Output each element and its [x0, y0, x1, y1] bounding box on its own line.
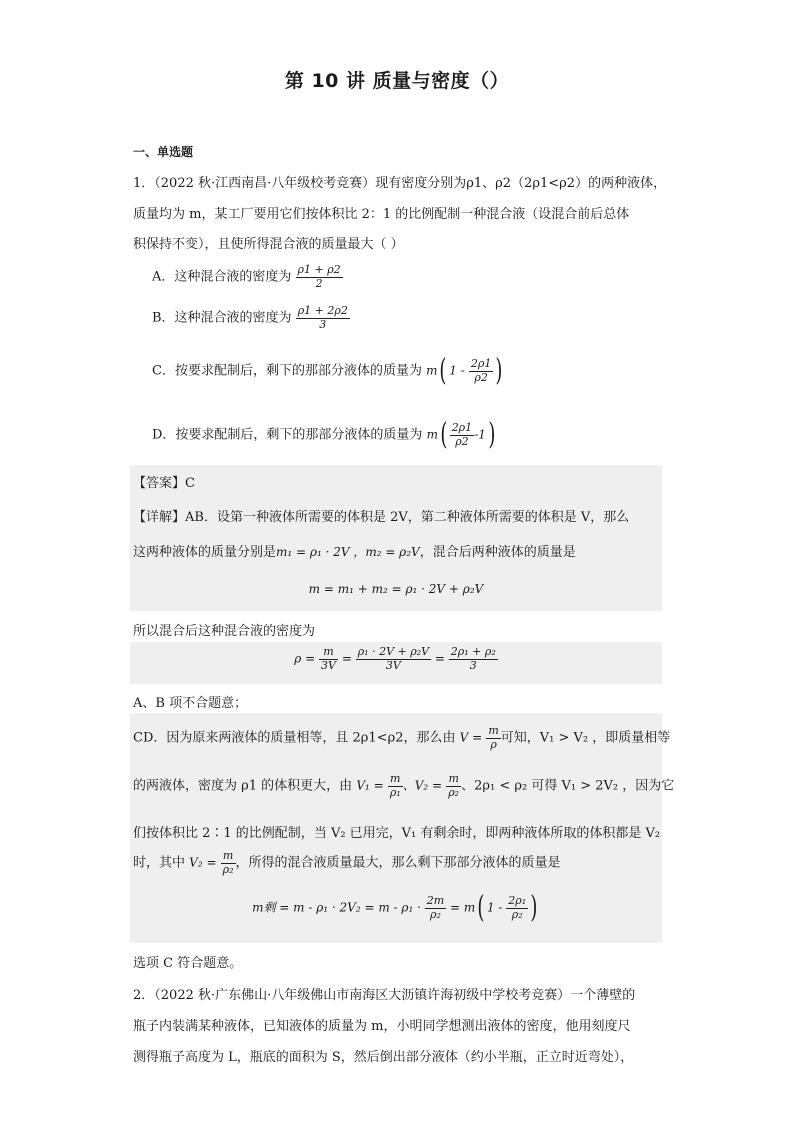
eq2-frac-2-den: 3V — [385, 658, 401, 672]
cd-line-4-text: 时，其中 — [133, 855, 186, 871]
eq2-frac-1 — [319, 646, 338, 672]
question-1-line-2: 质量均为 m，某工厂要用它们按体积比 2：1 的比例配制一种混合液（设混合前后总体 — [133, 207, 630, 222]
cd-line-1-num: m — [488, 724, 499, 737]
cd-line-4-tail: ，所得的混合液质量最大，那么剩下那部分液体的质量是 — [235, 855, 561, 871]
option-c-denominator: ρ2 — [474, 370, 488, 384]
option-d-inner: -1 — [474, 427, 486, 442]
eq3-prefix: m剩 = m - ρ₁ · 2V₂ = m - ρ₁ · — [252, 900, 421, 915]
option-a-denominator: 2 — [315, 276, 323, 290]
eq3-frac-1 — [425, 895, 446, 921]
cd-line-4 — [133, 850, 561, 876]
cd-line-2-frac-2-den: ρ₂ — [448, 785, 460, 799]
page-title: 第 10 讲 质量与密度（） — [284, 70, 510, 92]
cd-line-3: 们按体积比 2∶1 的比例配制，当 V₂ 已用完，V₁ 有剩余时，即两种液体所取的体积都是 V₂ — [133, 826, 661, 841]
eq2-frac-1-den: 3V — [321, 658, 336, 672]
option-a — [152, 264, 343, 290]
equation-density — [130, 646, 662, 672]
equation-remaining-mass — [130, 890, 662, 925]
equation-mass-total: m = m₁ + m₂ = ρ₁ · 2V + ρ₂V — [308, 582, 484, 596]
eq3-frac-2-num: 2ρ₁ — [508, 893, 527, 907]
cd-line-1-frac — [486, 725, 500, 751]
cd-line-2-text: 的两液体，密度为 ρ1 的体积更大，由 — [133, 778, 353, 794]
option-c-numerator: 2ρ1 — [470, 356, 492, 370]
question-2-line-3: 测得瓶子高度为 L，瓶底的面积为 S，然后倒出部分液体（约小半瓶，正立时近弯处）， — [133, 1050, 634, 1065]
eq3-inner: 1 - — [486, 900, 503, 915]
cd-line-4-num: m — [221, 850, 236, 864]
cd-line-2-frac-2 — [446, 773, 461, 799]
option-c-label: C．按要求配制后，剩下的那部分液体的质量为 — [152, 363, 422, 379]
option-b-label: B．这种混合液的密度为 — [152, 310, 292, 326]
detail-line-1: 【详解】AB．设第一种液体所需要的体积是 2V，第二种液体所需要的体积是 V，那么 — [133, 510, 630, 525]
answer: 【答案】C — [133, 476, 195, 491]
question-1-line-3: 积保持不变），且使所得混合液的质量最大（ ） — [133, 237, 404, 252]
option-b — [152, 305, 350, 331]
detail-line-4: A、B 项不合题意； — [133, 696, 248, 711]
question-2-line-1: 2．（2022 秋·广东佛山·八年级佛山市南海区大沥镇许海初级中学校考竞赛）一个薄壁的 — [133, 988, 636, 1003]
eq2-frac-3-den: 3 — [469, 658, 477, 672]
eq2-frac-1-num: m — [319, 646, 338, 660]
eq3-frac-1-den: ρ₂ — [429, 907, 441, 921]
eq3-frac-2-den: ρ₂ — [511, 907, 523, 921]
option-d-numerator: 2ρ1 — [451, 420, 473, 434]
cd-line-4-den: ρ₂ — [222, 862, 234, 876]
eq2-frac-2 — [356, 646, 431, 672]
cd-line-2-frac-2-num: m — [446, 773, 461, 787]
cd-line-2-tail: 、2ρ₁ < ρ₂ 可得 V₁ > 2V₂ ，因为它 — [461, 778, 675, 794]
cd-line-2-frac-1-den: ρ₁ — [389, 785, 401, 799]
option-b-fraction — [296, 305, 350, 331]
option-d — [152, 417, 498, 452]
option-b-numerator: ρ1 + 2ρ2 — [297, 304, 348, 317]
cd-line-1-lhs: V = — [459, 730, 483, 745]
section-heading: 一、单选题 — [133, 145, 194, 159]
detail-line-2 — [133, 541, 576, 560]
option-c-m: m — [426, 363, 438, 378]
detail-line-2-tail: ，混合后两种液体的质量是 — [419, 545, 576, 560]
question-2-line-2: 瓶子内装满某种液体，已知液体的质量为 m，小明同学想测出液体的密度，他用刻度尺 — [133, 1019, 631, 1034]
option-d-right-paren: ) — [488, 417, 496, 452]
option-d-denominator: ρ2 — [455, 434, 469, 448]
option-b-denominator: 3 — [319, 317, 327, 331]
cd-line-1-text: CD．因为原来两液体的质量相等，且 2ρ1<ρ2，那么由 — [133, 730, 456, 746]
eq3-frac-1-num: 2m — [426, 893, 445, 907]
cd-line-4-v2: V₂ = — [189, 855, 217, 870]
option-d-m: m — [426, 427, 438, 442]
option-a-fraction — [296, 264, 343, 290]
cd-line-1 — [133, 725, 670, 751]
option-c-fraction — [469, 358, 493, 384]
cd-line-2-frac-1 — [388, 773, 403, 799]
option-d-label: D．按要求配制后，剩下的那部分液体的质量为 — [152, 427, 423, 443]
eq3-frac-2 — [506, 895, 528, 921]
option-c-left-paren: ( — [439, 353, 447, 388]
option-a-numerator: ρ1 + ρ2 — [297, 263, 341, 276]
eq2-frac-3 — [449, 646, 498, 672]
option-d-left-paren: ( — [440, 417, 448, 452]
eq2-frac-2-num: ρ₁ · 2V + ρ₂V — [357, 645, 430, 658]
cd-line-2-v2: 、V₂ = — [402, 778, 443, 793]
conclusion: 选项 C 符合题意。 — [133, 956, 243, 971]
option-c-inner: 1 - — [449, 363, 465, 378]
eq3-right-paren: ) — [530, 890, 538, 925]
eq2-lhs: ρ = — [294, 651, 316, 666]
detail-line-3: 所以混合后这种混合液的密度为 — [133, 624, 316, 639]
option-a-label: A．这种混合液的密度为 — [152, 269, 292, 285]
cd-line-1-den: ρ — [490, 737, 497, 751]
cd-line-4-frac — [221, 850, 236, 876]
detail-line-2-math: m₁ = ρ₁ · 2V ，m₂ = ρ₂V — [276, 545, 420, 559]
eq3-mid: = m — [449, 900, 476, 915]
option-c — [152, 353, 505, 388]
cd-line-2 — [133, 773, 674, 799]
detail-line-2-text: 这两种液体的质量分别是 — [133, 545, 277, 560]
option-c-right-paren: ) — [495, 353, 503, 388]
cd-line-2-frac-1-num: m — [388, 773, 403, 787]
eq3-left-paren: ( — [477, 890, 485, 925]
cd-line-1-tail: 可知，V₁ > V₂ ，即质量相等 — [500, 730, 671, 746]
option-d-fraction — [450, 422, 474, 448]
question-1-line-1: 1．（2022 秋·江西南昌·八年级校考竞赛）现有密度分别为ρ1、ρ2（2ρ1<ρ2）的两种液体， — [133, 176, 667, 191]
eq2-equals-2: = — [434, 651, 445, 666]
cd-line-2-v1: V₁ = — [356, 778, 384, 793]
eq2-frac-3-num: 2ρ₁ + ρ₂ — [450, 645, 496, 658]
eq2-equals-1: = — [341, 651, 352, 666]
